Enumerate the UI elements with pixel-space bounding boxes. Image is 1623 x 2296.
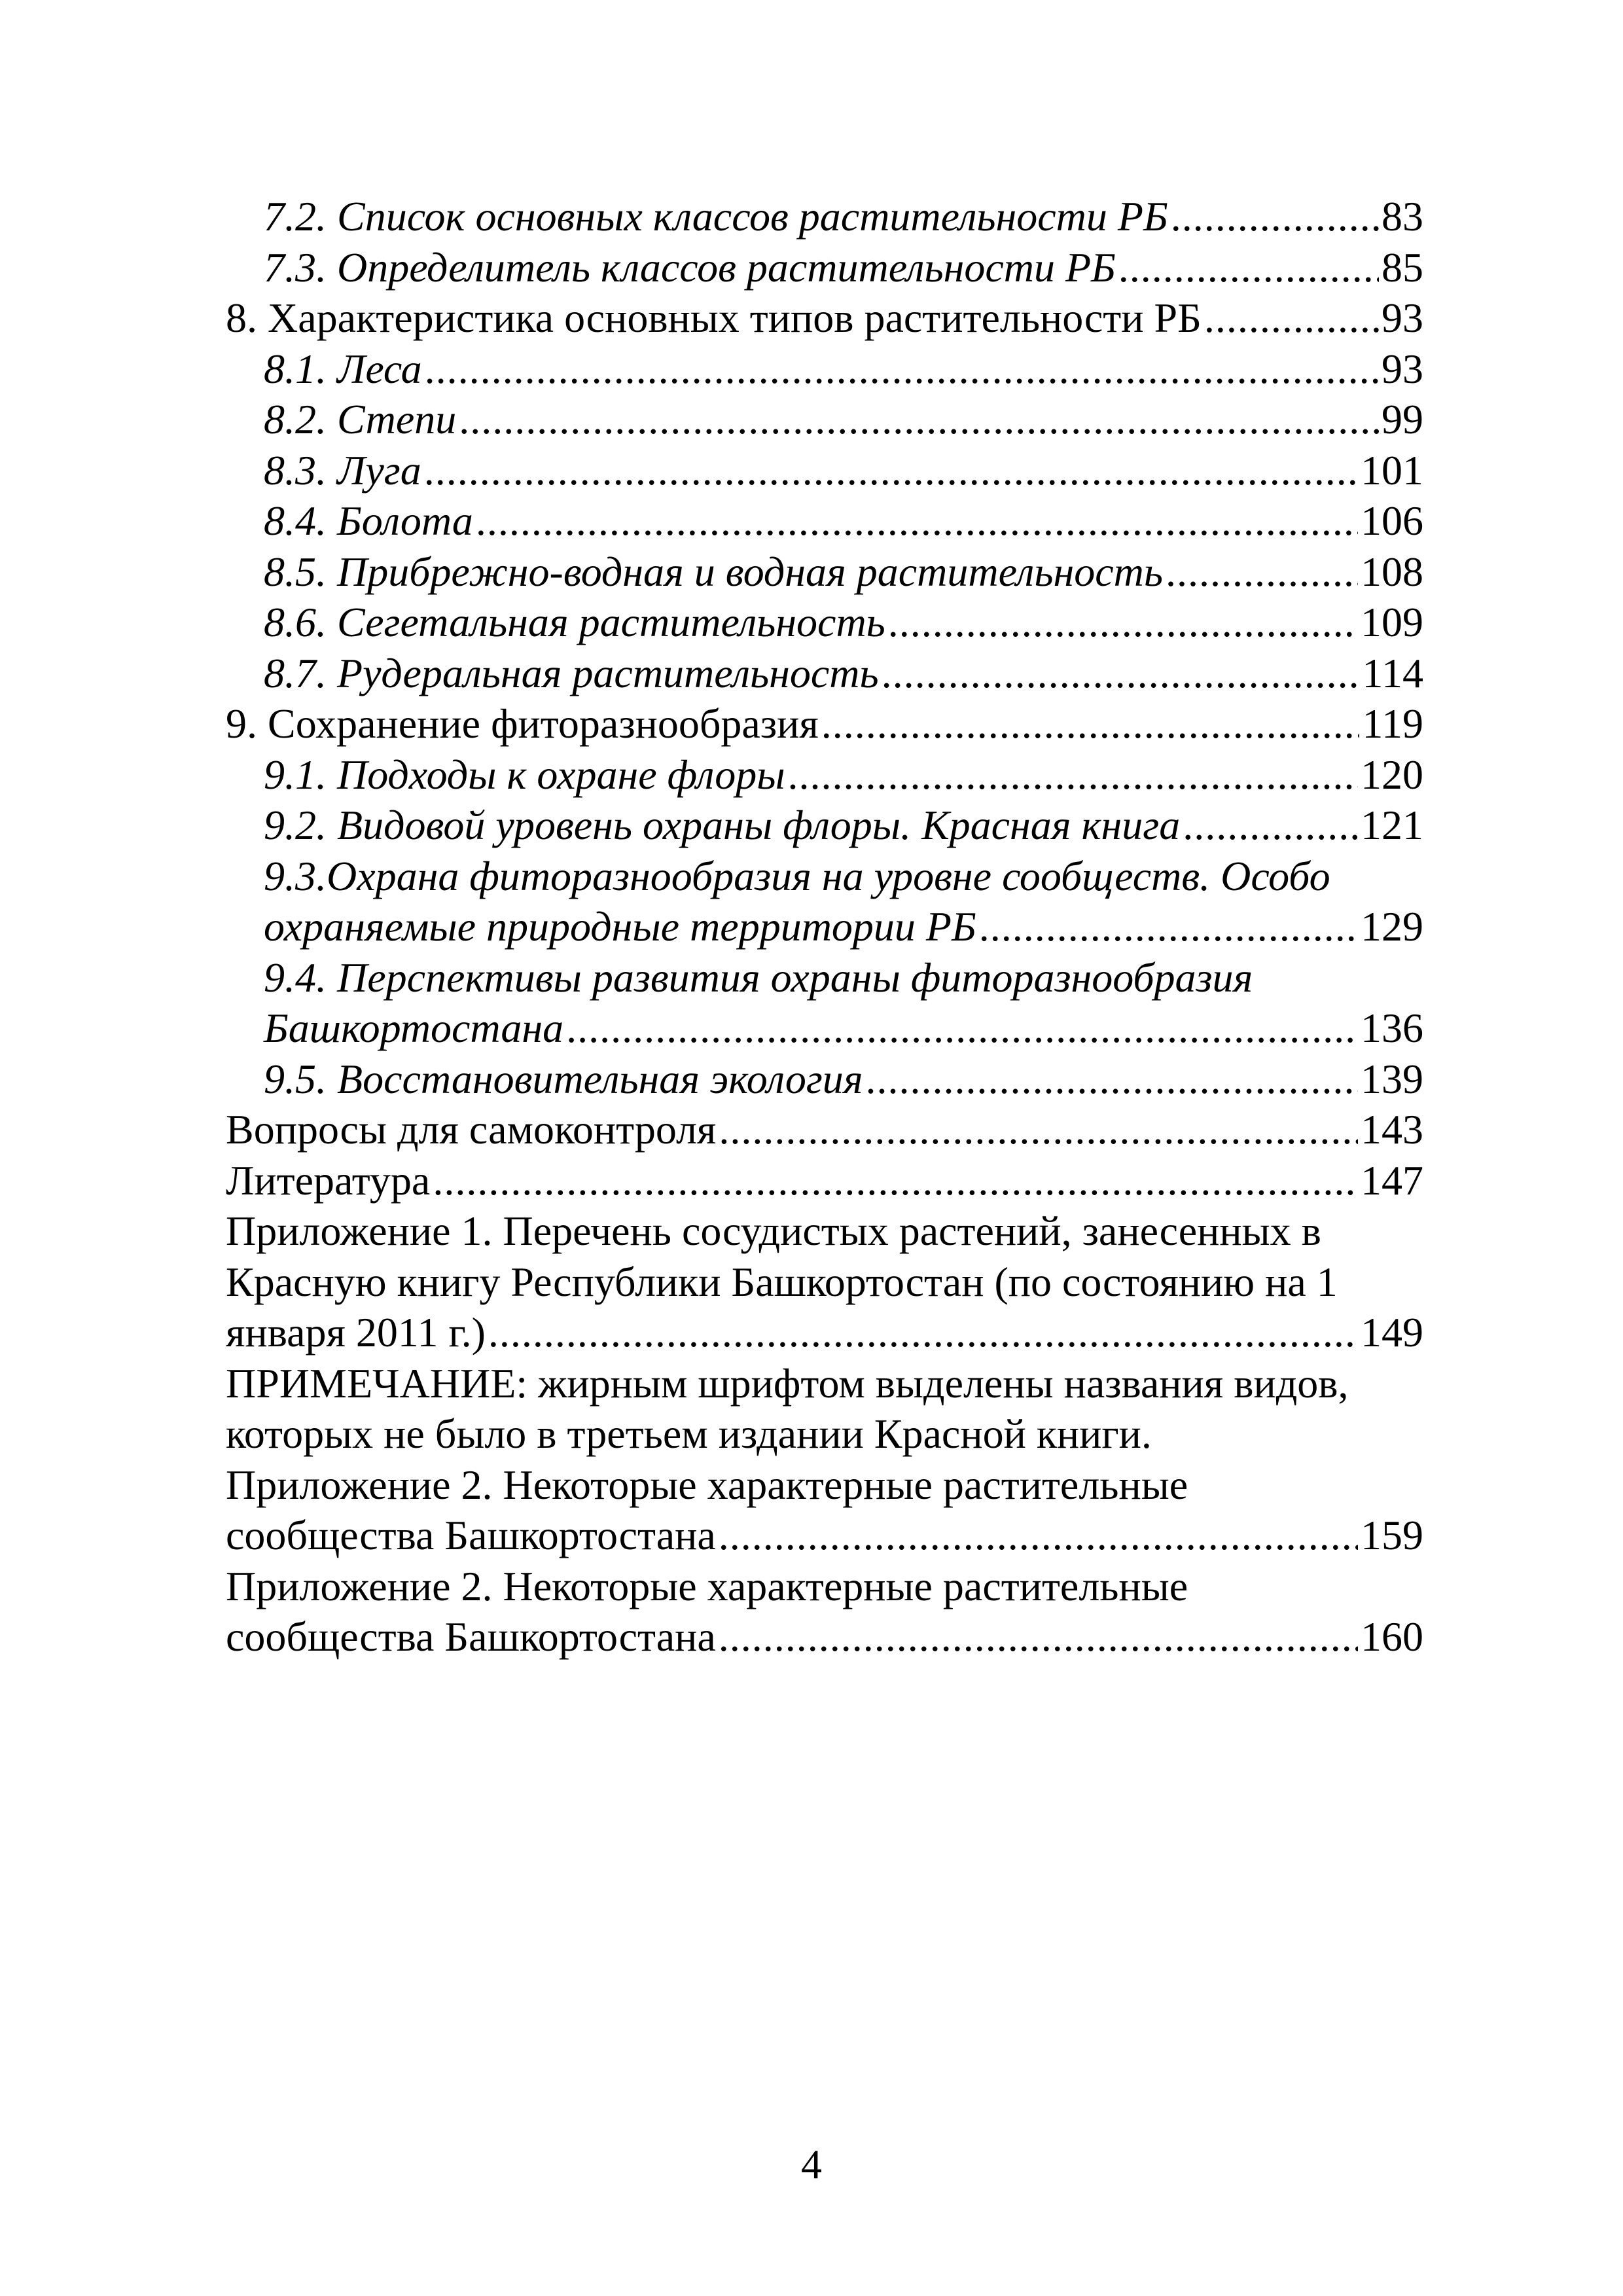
leader-dots bbox=[1166, 547, 1358, 598]
leader-dots bbox=[719, 1510, 1358, 1561]
toc-entry-9-4-line: 9.4. Перспективы развития охраны фиторазнообразия bbox=[264, 954, 1253, 1001]
leader-dots bbox=[1171, 191, 1379, 242]
leader-dots bbox=[433, 1155, 1358, 1206]
toc-entry-9-4 bbox=[226, 1003, 1423, 1054]
toc-entry-8-1 bbox=[226, 344, 1423, 395]
leader-dots bbox=[425, 344, 1379, 395]
toc-entry-9-3-line: 9.3.Охрана фиторазнообразия на уровне сообществ. Особо bbox=[264, 852, 1330, 899]
leader-dots bbox=[424, 445, 1358, 496]
leader-dots bbox=[866, 1054, 1358, 1105]
leader-dots bbox=[1118, 242, 1379, 293]
toc-entry-page: 85 bbox=[1382, 243, 1423, 291]
toc-entry-7-2 bbox=[226, 191, 1423, 242]
toc-entry-title: 9.2. Видовой уровень охраны флоры. Красная книга bbox=[264, 802, 1181, 848]
leader-dots bbox=[888, 597, 1358, 648]
toc-entry-page: 147 bbox=[1361, 1157, 1423, 1204]
toc-entry-page: 129 bbox=[1361, 903, 1423, 950]
toc-note-line: которых не было в третьем издании Красной книги. bbox=[226, 1410, 1152, 1457]
toc-entry-page: 109 bbox=[1361, 599, 1423, 645]
toc-entry-page: 120 bbox=[1361, 751, 1423, 798]
toc-entry-appendix-2-line: Приложение 2. Некоторые характерные растительные bbox=[226, 1461, 1188, 1508]
toc-entry-8 bbox=[226, 293, 1423, 344]
toc-entry-title: охраняемые природные территории РБ bbox=[264, 903, 976, 950]
toc-entry-9 bbox=[226, 698, 1423, 749]
leader-dots bbox=[719, 1104, 1358, 1155]
toc-entry-title: 8. Характеристика основных типов растительности РБ bbox=[226, 295, 1202, 341]
toc-entry-page: 114 bbox=[1362, 649, 1423, 696]
toc-entry-9-1 bbox=[226, 749, 1423, 800]
toc-entry-appendix-2b-line: Приложение 2. Некоторые характерные растительные bbox=[226, 1562, 1188, 1609]
page-number: 4 bbox=[801, 2141, 822, 2187]
leader-dots bbox=[1204, 293, 1379, 344]
leader-dots bbox=[821, 698, 1360, 749]
toc-entry-appendix-2b bbox=[226, 1611, 1423, 1662]
toc-entry-title: 8.6. Сегетальная растительность bbox=[264, 599, 885, 645]
toc-entry-9-3 bbox=[226, 901, 1423, 952]
toc-entry-title: 8.3. Луга bbox=[264, 446, 421, 493]
leader-dots bbox=[459, 394, 1379, 445]
toc-entry-page: 108 bbox=[1361, 548, 1423, 595]
toc-entry-8-2 bbox=[226, 394, 1423, 445]
toc-entry-title: Литература bbox=[226, 1157, 431, 1204]
toc-entry-page: 93 bbox=[1382, 345, 1423, 392]
toc-entry-title: 9.5. Восстановительная экология bbox=[264, 1055, 863, 1102]
toc-entry-page: 160 bbox=[1361, 1613, 1423, 1660]
toc-entry-page: 101 bbox=[1361, 446, 1423, 493]
toc-entry-title: 8.7. Рудеральная растительность bbox=[264, 649, 879, 696]
leader-dots bbox=[1183, 800, 1358, 851]
leader-dots bbox=[788, 749, 1358, 800]
toc-entry-9-2 bbox=[226, 800, 1423, 851]
toc-entry-appendix-1-line: Красную книгу Республики Башкортостан (по состоянию на 1 bbox=[226, 1258, 1338, 1305]
toc-entry-8-6 bbox=[226, 597, 1423, 648]
toc-entry-title: сообщества Башкортостана bbox=[226, 1512, 716, 1558]
toc-entry-title: 8.2. Степи bbox=[264, 396, 457, 442]
toc-entry-9-5 bbox=[226, 1054, 1423, 1105]
toc-entry-title: 7.3. Определитель классов растительности РБ bbox=[264, 243, 1116, 291]
table-of-contents bbox=[226, 191, 1423, 1662]
leader-dots bbox=[488, 1307, 1358, 1358]
toc-entry-title: Башкортостана bbox=[264, 1005, 564, 1051]
toc-entry-title: 8.1. Леса bbox=[264, 345, 422, 392]
toc-entry-page: 143 bbox=[1361, 1106, 1423, 1153]
toc-entry-page: 149 bbox=[1361, 1309, 1423, 1355]
toc-entry-title: Вопросы для самоконтроля bbox=[226, 1106, 717, 1153]
toc-entry-page: 159 bbox=[1361, 1512, 1423, 1558]
toc-entry-title: января 2011 г.) bbox=[226, 1309, 486, 1355]
toc-entry-appendix-1-line: Приложение 1. Перечень сосудистых растений, занесенных в bbox=[226, 1208, 1321, 1254]
toc-entry-literature bbox=[226, 1155, 1423, 1206]
toc-entry-page: 99 bbox=[1382, 396, 1423, 442]
toc-entry-8-4 bbox=[226, 495, 1423, 547]
toc-entry-title: 7.2. Список основных классов растительности РБ bbox=[264, 193, 1168, 240]
toc-entry-title: 8.4. Болота bbox=[264, 497, 473, 544]
leader-dots bbox=[476, 495, 1358, 547]
toc-entry-page: 119 bbox=[1362, 700, 1423, 747]
toc-entry-8-7 bbox=[226, 648, 1423, 699]
toc-entry-7-3 bbox=[226, 242, 1423, 293]
leader-dots bbox=[882, 648, 1360, 699]
leader-dots bbox=[719, 1611, 1358, 1662]
toc-entry-8-5 bbox=[226, 547, 1423, 598]
leader-dots bbox=[979, 901, 1358, 952]
toc-entry-8-3 bbox=[226, 445, 1423, 496]
toc-entry-page: 136 bbox=[1361, 1005, 1423, 1051]
toc-entry-title: сообщества Башкортостана bbox=[226, 1613, 716, 1660]
toc-entry-page: 139 bbox=[1361, 1055, 1423, 1102]
toc-entry-page: 83 bbox=[1382, 193, 1423, 240]
toc-entry-appendix-1 bbox=[226, 1307, 1423, 1358]
toc-entry-questions bbox=[226, 1104, 1423, 1155]
toc-entry-appendix-2 bbox=[226, 1510, 1423, 1561]
toc-entry-title: 9.1. Подходы к охране флоры bbox=[264, 751, 785, 798]
leader-dots bbox=[566, 1003, 1358, 1054]
toc-entry-page: 93 bbox=[1382, 295, 1423, 341]
toc-entry-page: 121 bbox=[1361, 802, 1423, 848]
toc-entry-title: 8.5. Прибрежно-водная и водная растительность bbox=[264, 548, 1163, 595]
toc-entry-title: 9. Сохранение фиторазнообразия bbox=[226, 700, 819, 747]
toc-note-line: ПРИМЕЧАНИЕ: жирным шрифтом выделены названия видов, bbox=[226, 1359, 1349, 1407]
toc-entry-page: 106 bbox=[1361, 497, 1423, 544]
